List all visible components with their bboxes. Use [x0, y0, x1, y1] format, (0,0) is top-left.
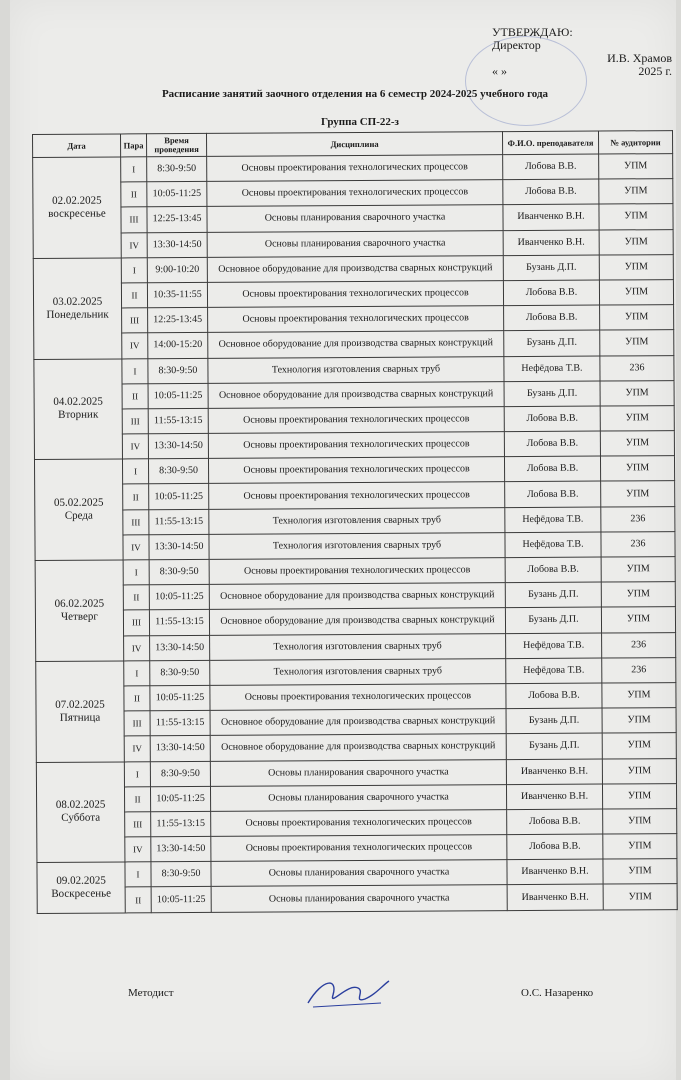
- group-title: Группа СП-22-з: [321, 116, 399, 128]
- teacher-cell: Иванченко В.Н.: [507, 859, 603, 885]
- room-cell: УПМ: [601, 582, 675, 608]
- time-cell: 10:05-11:25: [147, 182, 207, 208]
- discipline-cell: Основы проектирования технологических процессов: [207, 281, 503, 308]
- day-date: 02.02.2025: [52, 194, 102, 207]
- day-date: 09.02.2025: [56, 874, 106, 887]
- day-cell: [34, 358, 123, 459]
- teacher-cell: Иванченко В.Н.: [503, 204, 599, 230]
- time-cell: 13:30-14:50: [150, 736, 210, 762]
- room-cell: УПМ: [599, 154, 673, 180]
- para-cell: II: [123, 585, 149, 610]
- para-cell: III: [125, 812, 151, 837]
- table-row: [35, 506, 675, 535]
- schedule-table: [32, 130, 678, 914]
- table-row: [36, 733, 676, 762]
- table-row: [37, 884, 677, 913]
- para-cell: I: [124, 761, 150, 786]
- discipline-cell: Основы планирования сварочного участка: [211, 860, 507, 887]
- room-cell: УПМ: [601, 481, 675, 507]
- para-cell: III: [124, 711, 150, 736]
- discipline-cell: Основы проектирования технологических процессов: [209, 482, 505, 509]
- room-cell: УПМ: [600, 305, 674, 331]
- header-time: Время проведения: [147, 133, 207, 156]
- day-date: 03.02.2025: [52, 295, 103, 308]
- time-cell: 11:55-13:15: [151, 811, 211, 837]
- time-cell: 10:05-11:25: [150, 685, 210, 711]
- table-row: [34, 380, 674, 409]
- time-cell: 9:00-10:20: [147, 257, 207, 283]
- discipline-cell: Основное оборудование для производства сварных конструкций: [207, 255, 503, 282]
- time-cell: 11:55-13:15: [149, 610, 209, 636]
- table-row: [36, 708, 676, 737]
- time-cell: 12:25-13:45: [147, 207, 207, 233]
- table-row: [33, 179, 673, 208]
- para-cell: II: [123, 484, 149, 509]
- day-weekday: Четверг: [60, 610, 98, 623]
- time-cell: 11:55-13:15: [149, 509, 209, 535]
- discipline-cell: Основы проектирования технологических процессов: [207, 180, 503, 207]
- day-weekday: Понедельник: [46, 308, 109, 321]
- time-cell: 8:30-9:50: [148, 358, 208, 384]
- table-row: [37, 834, 677, 863]
- time-cell: 12:25-13:45: [148, 308, 208, 334]
- teacher-cell: Иванченко В.Н.: [506, 784, 602, 810]
- room-cell: УПМ: [599, 179, 673, 205]
- teacher-cell: Лобова В.В.: [504, 305, 600, 331]
- table-row: [33, 204, 673, 233]
- para-cell: IV: [124, 635, 150, 660]
- room-cell: УПМ: [602, 733, 676, 759]
- teacher-cell: Бузань Д.П.: [506, 733, 602, 759]
- table-row: [35, 481, 675, 510]
- para-cell: IV: [124, 736, 150, 761]
- para-cell: II: [124, 686, 150, 711]
- time-cell: 8:30-9:50: [150, 660, 210, 686]
- room-cell: УПМ: [602, 708, 676, 734]
- room-cell: 236: [600, 355, 674, 381]
- footer-role: Методист: [128, 987, 174, 999]
- para-cell: III: [123, 610, 149, 635]
- teacher-cell: Нефёдова Т.В.: [505, 507, 601, 533]
- para-cell: III: [122, 409, 148, 434]
- para-cell: III: [121, 207, 147, 232]
- room-cell: УПМ: [599, 229, 673, 255]
- discipline-cell: Основы проектирования технологических процессов: [207, 155, 503, 182]
- footer-name: О.С. Назаренко: [521, 987, 594, 999]
- para-cell: I: [121, 157, 147, 182]
- teacher-cell: Лобова В.В.: [503, 179, 599, 205]
- table-row: [34, 456, 674, 485]
- para-cell: II: [124, 786, 150, 811]
- day-cell: [36, 661, 125, 762]
- teacher-cell: Иванченко В.Н.: [506, 759, 602, 785]
- room-cell: УПМ: [602, 683, 676, 709]
- room-cell: УПМ: [599, 254, 673, 280]
- teacher-cell: Нефёдова Т.В.: [505, 532, 601, 558]
- room-cell: УПМ: [603, 859, 677, 885]
- approval-block: [492, 26, 672, 78]
- discipline-cell: Основное оборудование для производства сварных конструкций: [209, 608, 505, 635]
- para-cell: I: [123, 560, 149, 585]
- discipline-cell: Основы проектирования технологических процессов: [208, 432, 504, 459]
- discipline-cell: Основы планирования сварочного участка: [210, 784, 506, 811]
- room-cell: УПМ: [602, 758, 676, 784]
- discipline-cell: Технология изготовления сварных труб: [210, 633, 506, 660]
- time-cell: 13:30-14:50: [148, 433, 208, 459]
- table-row: [36, 758, 676, 787]
- approval-date-prefix: « »: [492, 64, 507, 78]
- teacher-cell: Лобова В.В.: [505, 481, 601, 507]
- day-weekday: Воскресенье: [51, 887, 112, 900]
- discipline-cell: Основы проектирования технологических процессов: [208, 406, 504, 433]
- document-sheet: [10, 0, 676, 1080]
- teacher-cell: Лобова В.В.: [506, 683, 602, 709]
- header-discipline: Дисциплина: [206, 132, 502, 157]
- day-cell: [33, 258, 122, 359]
- approval-position: Директор: [492, 38, 541, 52]
- room-cell: УПМ: [600, 405, 674, 431]
- day-cell: [36, 761, 125, 862]
- teacher-cell: Бузань Д.П.: [504, 330, 600, 356]
- day-cell: [37, 862, 125, 913]
- time-cell: 13:30-14:50: [151, 836, 211, 862]
- approval-year: 2025 г.: [638, 64, 672, 78]
- discipline-cell: Основы проектирования технологических процессов: [211, 835, 507, 862]
- discipline-cell: Основы проектирования технологических процессов: [210, 684, 506, 711]
- discipline-cell: Основное оборудование для производства сварных конструкций: [208, 381, 504, 408]
- teacher-cell: Нефёдова Т.В.: [506, 633, 602, 659]
- teacher-cell: Лобова В.В.: [503, 280, 599, 306]
- day-weekday: Вторник: [58, 408, 99, 422]
- table-row: [35, 531, 675, 560]
- discipline-cell: Основное оборудование для производства сварных конструкций: [210, 734, 506, 761]
- room-cell: УПМ: [603, 834, 677, 860]
- page-title: Расписание занятий заочного отделения на 6 семестр 2024-2025 учебного года: [161, 88, 549, 100]
- para-cell: IV: [121, 232, 147, 257]
- para-cell: II: [122, 383, 148, 408]
- time-cell: 11:55-13:15: [148, 408, 208, 434]
- time-cell: 8:30-9:50: [148, 459, 208, 485]
- discipline-cell: Технология изготовления сварных труб: [209, 532, 505, 559]
- room-cell: УПМ: [600, 380, 674, 406]
- time-cell: 10:05-11:25: [148, 383, 208, 409]
- discipline-cell: Основы планирования сварочного участка: [210, 759, 506, 786]
- discipline-cell: Основы планирования сварочного участка: [211, 885, 507, 912]
- teacher-cell: Иванченко В.Н.: [503, 230, 599, 256]
- table-row: [36, 632, 676, 661]
- day-cell: [35, 560, 124, 661]
- discipline-cell: Основы проектирования технологических процессов: [208, 457, 504, 484]
- para-cell: I: [121, 258, 147, 283]
- room-cell: УПМ: [600, 456, 674, 482]
- para-cell: IV: [122, 333, 148, 358]
- table-row: [34, 355, 674, 384]
- header-para: Пара: [121, 134, 147, 157]
- time-cell: 10:05-11:25: [151, 887, 211, 913]
- para-cell: I: [124, 661, 150, 686]
- teacher-cell: Лобова В.В.: [504, 406, 600, 432]
- teacher-cell: Лобова В.В.: [504, 431, 600, 457]
- day-date: 04.02.2025: [53, 395, 103, 409]
- table-row: [36, 683, 676, 712]
- table-row: [35, 582, 675, 611]
- time-cell: 8:30-9:50: [147, 156, 207, 182]
- day-date: 07.02.2025: [55, 698, 105, 711]
- discipline-cell: Основы проектирования технологических процессов: [211, 809, 507, 836]
- teacher-cell: Бузань Д.П.: [505, 607, 601, 633]
- para-cell: IV: [125, 837, 151, 862]
- teacher-cell: Лобова В.В.: [507, 834, 603, 860]
- room-cell: УПМ: [600, 330, 674, 356]
- header-room: № аудитории: [598, 131, 672, 154]
- para-cell: IV: [122, 434, 148, 459]
- discipline-cell: Основы планирования сварочного участка: [207, 230, 503, 257]
- discipline-cell: Основное оборудование для производства сварных конструкций: [209, 583, 505, 610]
- time-cell: 11:55-13:15: [150, 711, 210, 737]
- para-cell: III: [122, 308, 148, 333]
- time-cell: 10:05-11:25: [149, 484, 209, 510]
- day-cell: [33, 157, 122, 258]
- para-cell: III: [123, 509, 149, 534]
- header-date: Дата: [33, 134, 121, 158]
- time-cell: 8:30-9:50: [150, 761, 210, 787]
- para-cell: II: [125, 887, 151, 912]
- day-date: 06.02.2025: [54, 597, 105, 610]
- table-row: [33, 254, 673, 283]
- table-row: [35, 557, 675, 586]
- room-cell: УПМ: [602, 783, 676, 809]
- time-cell: 10:35-11:55: [147, 282, 207, 308]
- teacher-cell: Лобова В.В.: [505, 557, 601, 583]
- approval-date-line: [492, 65, 672, 78]
- room-cell: УПМ: [603, 808, 677, 834]
- discipline-cell: Технология изготовления сварных труб: [210, 658, 506, 685]
- para-cell: IV: [123, 535, 149, 560]
- signature-icon: [303, 973, 393, 1013]
- room-cell: 236: [602, 657, 676, 683]
- para-cell: I: [125, 862, 151, 887]
- room-cell: УПМ: [601, 557, 675, 583]
- day-cell: [34, 459, 123, 560]
- table-row: [33, 154, 673, 183]
- teacher-cell: Нефёдова Т.В.: [504, 356, 600, 382]
- teacher-cell: Иванченко В.Н.: [507, 884, 603, 910]
- time-cell: 13:30-14:50: [147, 232, 207, 258]
- table-row: [34, 330, 674, 359]
- table-row: [37, 859, 677, 888]
- discipline-cell: Основное оборудование для производства сварных конструкций: [208, 331, 504, 358]
- table-row: [35, 607, 675, 636]
- table-row: [33, 229, 673, 258]
- discipline-cell: Технология изготовления сварных труб: [208, 356, 504, 383]
- table-row: [36, 783, 676, 812]
- table-row: [36, 657, 676, 686]
- time-cell: 13:30-14:50: [150, 635, 210, 661]
- para-cell: I: [122, 358, 148, 383]
- teacher-cell: Нефёдова Т.В.: [506, 658, 602, 684]
- time-cell: 8:30-9:50: [151, 862, 211, 888]
- time-cell: 14:00-15:20: [148, 333, 208, 359]
- table-row: [37, 808, 677, 837]
- day-date: 08.02.2025: [55, 798, 106, 812]
- para-cell: II: [121, 182, 147, 207]
- time-cell: 13:30-14:50: [149, 534, 209, 560]
- room-cell: УПМ: [601, 607, 675, 633]
- day-weekday: Пятница: [59, 711, 101, 724]
- table-row: [33, 280, 673, 309]
- room-cell: 236: [602, 632, 676, 658]
- time-cell: 8:30-9:50: [149, 559, 209, 585]
- room-cell: УПМ: [599, 280, 673, 306]
- teacher-cell: Бузань Д.П.: [503, 255, 599, 281]
- day-weekday: воскресенье: [48, 207, 106, 220]
- teacher-cell: Лобова В.В.: [507, 809, 603, 835]
- room-cell: УПМ: [600, 431, 674, 457]
- para-cell: II: [121, 283, 147, 308]
- teacher-cell: Бузань Д.П.: [506, 708, 602, 734]
- schedule-body: [33, 154, 678, 914]
- discipline-cell: Основы проектирования технологических процессов: [209, 558, 505, 585]
- table-row: [34, 305, 674, 334]
- room-cell: УПМ: [599, 204, 673, 230]
- room-cell: 236: [601, 506, 675, 532]
- teacher-cell: Бузань Д.П.: [505, 582, 601, 608]
- room-cell: УПМ: [603, 884, 677, 910]
- discipline-cell: Технология изготовления сварных труб: [209, 507, 505, 534]
- teacher-cell: Лобова В.В.: [504, 456, 600, 482]
- time-cell: 10:05-11:25: [150, 786, 210, 812]
- discipline-cell: Основы проектирования технологических процессов: [208, 306, 504, 333]
- teacher-cell: Бузань Д.П.: [504, 381, 600, 407]
- approval-heading: УТВЕРЖДАЮ:: [492, 25, 573, 39]
- time-cell: 10:05-11:25: [149, 585, 209, 611]
- approval-signer: И.В. Храмов: [607, 51, 672, 65]
- header-teacher: Ф.И.О. преподавателя: [502, 131, 598, 155]
- table-row: [34, 431, 674, 460]
- day-weekday: Суббота: [61, 811, 101, 825]
- table-row: [34, 405, 674, 434]
- discipline-cell: Основы планирования сварочного участка: [207, 205, 503, 232]
- para-cell: I: [122, 459, 148, 484]
- discipline-cell: Основное оборудование для производства сварных конструкций: [210, 709, 506, 736]
- day-weekday: Среда: [64, 509, 93, 522]
- teacher-cell: Лобова В.В.: [503, 154, 599, 180]
- room-cell: 236: [601, 531, 675, 557]
- day-date: 05.02.2025: [53, 496, 104, 509]
